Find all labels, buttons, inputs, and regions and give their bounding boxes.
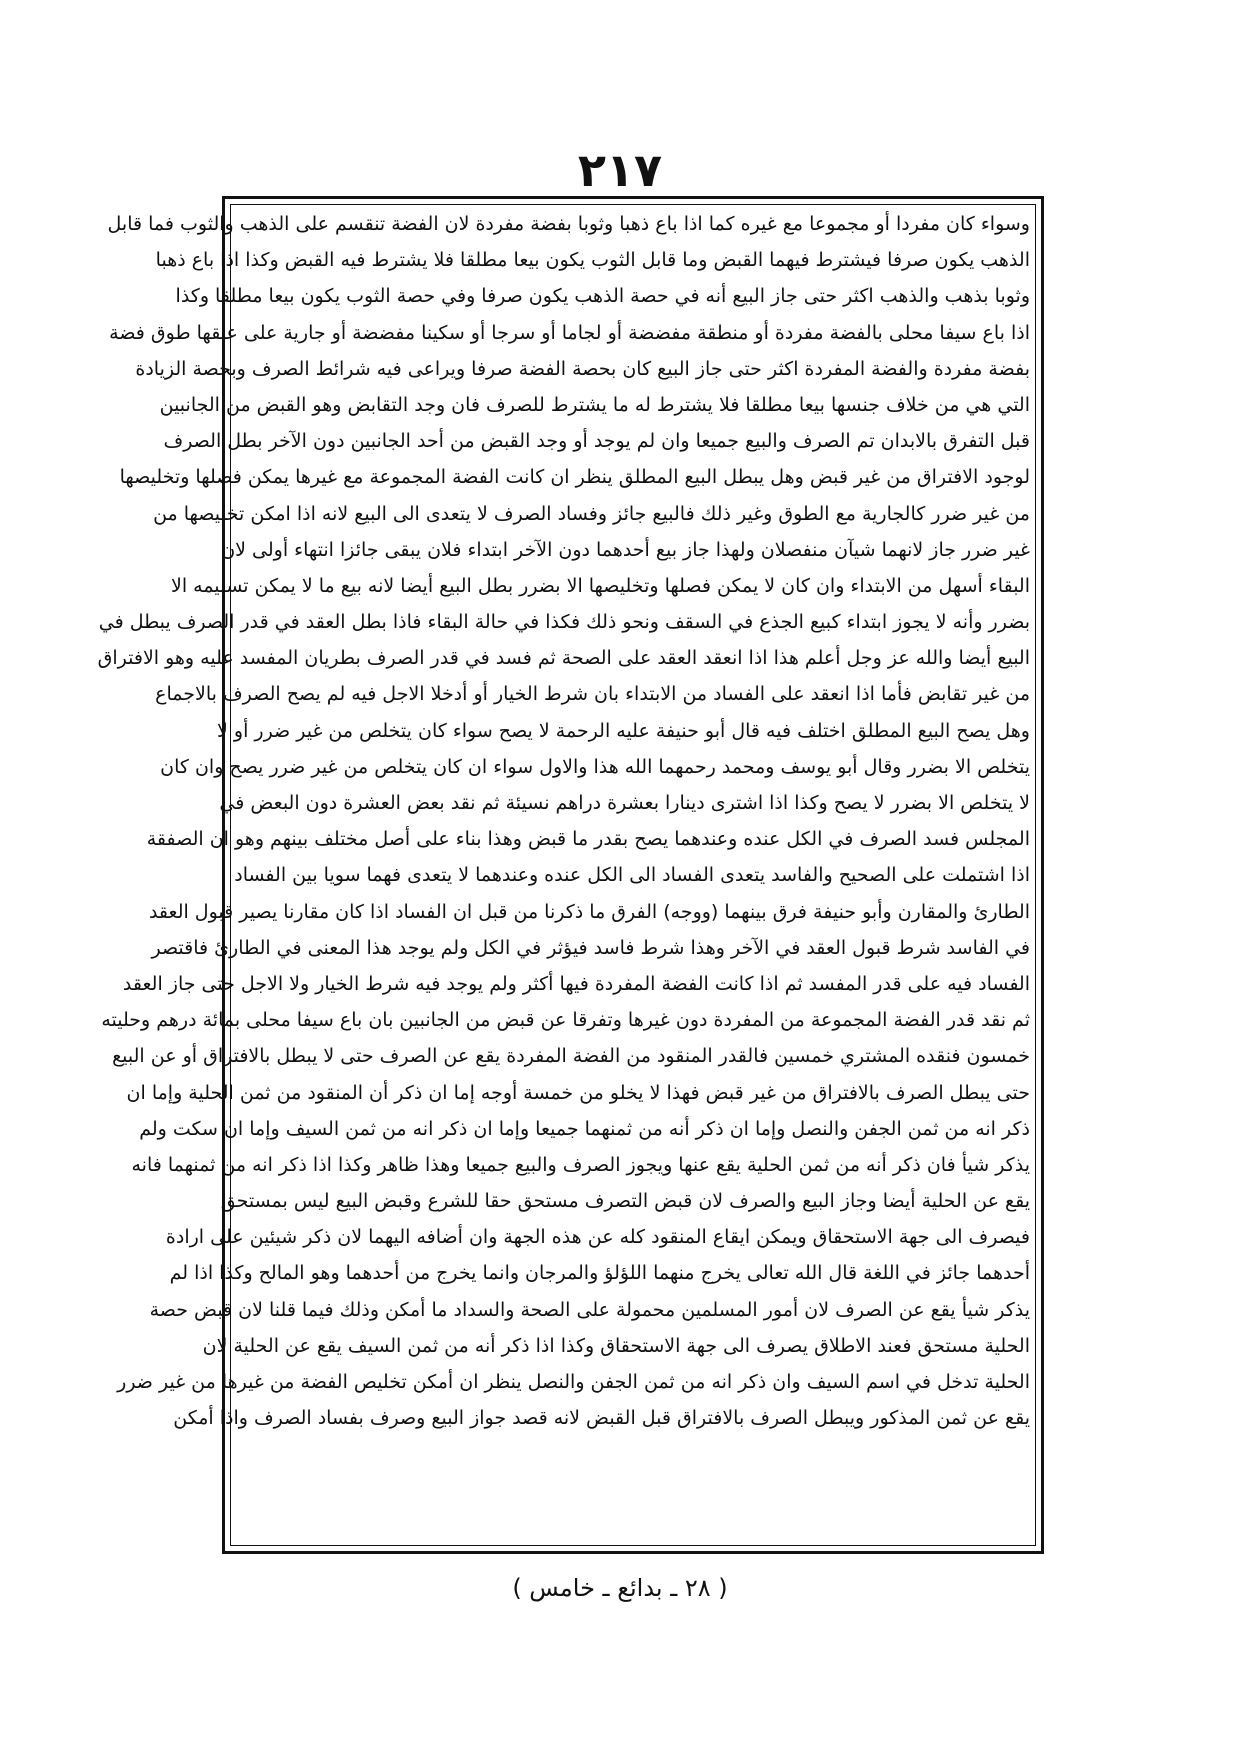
text-line: البقاء أسهل من الابتداء وان كان لا يمكن فصلها وتخليصها الا بضرر بطل البيع أيضا لانه بيع ما لا يمكن تسليمه الا bbox=[170, 574, 1030, 597]
text-line: لا يتخلص الا بضرر لا يصح وكذا اذا اشترى دينارا بعشرة دراهم نسيئة ثم نقد بعض العشرة دون البعض في bbox=[219, 792, 1030, 814]
text-line: في الفاسد شرط قبول العقد في الآخر وهذا شرط فاسد فيؤثر في الكل ولم يوجد هذا المعنى في الطارئ فاقتصر bbox=[151, 936, 1030, 959]
text-line: الطارئ والمقارن وأبو حنيفة فرق بينهما (ووجه) الفرق ما ذكرنا من قبل ان الفساد اذا كان مقارنا يصير قبول العقد bbox=[148, 900, 1030, 923]
text-line: يذكر شيأ فان ذكر أنه من ثمن الحلية يقع عنها ويجوز الصرف والبيع جميعا وهذا ظاهر وكذا اذا ذكر انه من ثمنهما فانه bbox=[131, 1153, 1030, 1176]
text-line: بفضة مفردة والفضة المفردة اكثر حتى جاز البيع كان بحصة الفضة صرفا ويراعى فيه شرائط الصرف وبحصة الزيادة bbox=[135, 357, 1030, 380]
text-line: يقع عن ثمن المذكور ويبطل الصرف بالافتراق قبل القبض لانه قصد جواز البيع وصرف بفساد الصرف واذا أمكن bbox=[173, 1407, 1030, 1430]
text-line: المجلس فسد الصرف في الكل عنده وعندهما يصح بقدر ما قبض وهذا بناء على أصل مختلف بينهم وهو ان الصفقة bbox=[146, 828, 1030, 851]
text-line: قبل التفرق بالابدان تم الصرف والبيع جميعا وان لم يوجد أو وجد القبض من أحد الجانبين دون الآخر بطل الصرف bbox=[163, 430, 1030, 453]
text-line: الحلية تدخل في اسم السيف وان ذكر انه من ثمن الجفن والنصل ينظر ان أمكن تخليص الفضة من غيرها من غير ضرر bbox=[117, 1371, 1030, 1393]
text-line: فيصرف الى جهة الاستحقاق ويمكن ايقاع المنقود كله عن هذه الجهة وان أضافه اليهما لان ذكر شيئين على ارادة bbox=[165, 1226, 1030, 1249]
footer-signature: ( ٢٨ ـ بدائع ـ خامس ) bbox=[512, 1574, 728, 1602]
text-line: وهل يصح البيع المطلق اختلف فيه قال أبو حنيفة عليه الرحمة لا يصح سواء كان يتخلص من غير ضرر أو لا bbox=[217, 719, 1030, 742]
text-line: حتى يبطل الصرف بالافتراق من غير قبض فهذا لا يخلو من خمسة أوجه إما ان ذكر أن المنقود من ثمن الحلية وإما ان bbox=[126, 1081, 1030, 1104]
text-line: من غير ضرر كالجارية مع الطوق وغير ذلك فالبيع جائز وفساد الصرف لا يتعدى الى البيع لانه اذا امكن تخليصها من bbox=[153, 502, 1030, 525]
text-line: يقع عن الحلية أيضا وجاز البيع والصرف لان قبض التصرف مستحق حقا للشرع وقبض البيع ليس بمستحق bbox=[220, 1190, 1030, 1213]
text-line: أحدهما جائز في اللغة قال الله تعالى يخرج منهما اللؤلؤ والمرجان وانما يخرج من أحدهما وهو المالح وكذا اذا لم bbox=[169, 1262, 1030, 1285]
text-line: البيع أيضا والله عز وجل أعلم هذا اذا انعقد العقد على الصحة ثم فسد في قدر الصرف بطريان المفسد عليه وهو الافتراق bbox=[97, 647, 1030, 670]
text-line: من غير تقابض فأما اذا انعقد على الفساد من الابتداء بان شرط الخيار أو أدخلا الاجل فيه لم يصح الصرف بالاجماع bbox=[155, 683, 1030, 706]
page-number: ٢١٧ bbox=[577, 143, 663, 197]
text-line: اذا باع سيفا محلى بالفضة مفردة أو منطقة مفضضة أو لجاما أو سرجا أو سكينا مفضضة أو جارية على عنقها طوق فضة bbox=[109, 321, 1030, 344]
text-line: يتخلص الا بضرر وقال أبو يوسف ومحمد رحمهما الله هذا والاول سواء ان كان يتخلص من غير ضرر يصح وان كان bbox=[160, 755, 1030, 778]
text-line: بضرر وأنه لا يجوز ابتداء كبيع الجذع في السقف ونحو ذلك فكذا في حالة البقاء فاذا بطل العقد في قدر الصرف يبطل في bbox=[98, 611, 1030, 634]
text-line: ذكر انه من ثمن الجفن والنصل وإما ان ذكر أنه من ثمنهما جميعا وإما ان ذكر انه من ثمن السيف وإما ان سكت ولم bbox=[139, 1117, 1030, 1140]
text-line: وسواء كان مفردا أو مجموعا مع غيره كما اذا باع ذهبا وثوبا بفضة مفردة لان الفضة تنقسم على الذهب والثوب فما قابل bbox=[107, 213, 1030, 235]
text-line: الفساد فيه على قدر المفسد ثم اذا كانت الفضة المفردة فيها أكثر ولم يوجد فيه شرط الخيار ولا الاجل حتى جاز العقد bbox=[122, 972, 1030, 995]
text-line: اذا اشتملت على الصحيح والفاسد يتعدى الفساد الى الكل عنده وعندهما لا يتعدى فهما سويا بين الفساد bbox=[234, 864, 1030, 887]
main-text-block bbox=[97, 206, 1030, 1546]
text-line: الذهب يكون صرفا فيشترط فيهما القبض وما قابل الثوب يكون بيعا مطلقا فلا يشترط فيه القبض وكذا اذا باع ذهبا bbox=[155, 249, 1030, 272]
text-line: يذكر شيأ يقع عن الصرف لان أمور المسلمين محمولة على الصحة والسداد ما أمكن وذلك فيما قلنا لان قبض حصة bbox=[149, 1298, 1030, 1321]
text-line: وثوبا بذهب والذهب اكثر حتى جاز البيع أنه في حصة الذهب يكون صرفا وفي حصة الثوب يكون بيعا مطلقا وكذا bbox=[175, 285, 1030, 308]
text-line: التي هي من خلاف جنسها بيعا مطلقا فلا يشترط له ما يشترط للصرف فان وجد التقابض وهو القبض من الجانبين bbox=[159, 393, 1030, 416]
text-line: غير ضرر جاز لانهما شيآن منفصلان ولهذا جاز بيع أحدهما دون الآخر ابتداء فلان يبقى جائزا انتهاء أولى لان bbox=[221, 538, 1030, 561]
text-line: لوجود الافتراق من غير قبض وهل يبطل البيع المطلق ينظر ان كانت الفضة المجموعة مع غيرها يمكن فصلها وتخليصها bbox=[119, 466, 1030, 489]
text-line: خمسون فنقده المشتري خمسين فالقدر المنقود من الفضة المفردة يقع عن الصرف حتى لا يبطل بالافتراق أو عن البيع bbox=[112, 1045, 1030, 1068]
text-line: ثم نقد قدر الفضة المجموعة من المفردة دون غيرها وتفرقا عن قبض من الجانبين بان باع سيفا محلى بمائة درهم وحليته bbox=[101, 1009, 1030, 1032]
text-line: الحلية مستحق فعند الاطلاق يصرف الى جهة الاستحقاق وكذا اذا ذكر أنه من ثمن السيف يقع عن الحلية لان bbox=[202, 1334, 1030, 1357]
